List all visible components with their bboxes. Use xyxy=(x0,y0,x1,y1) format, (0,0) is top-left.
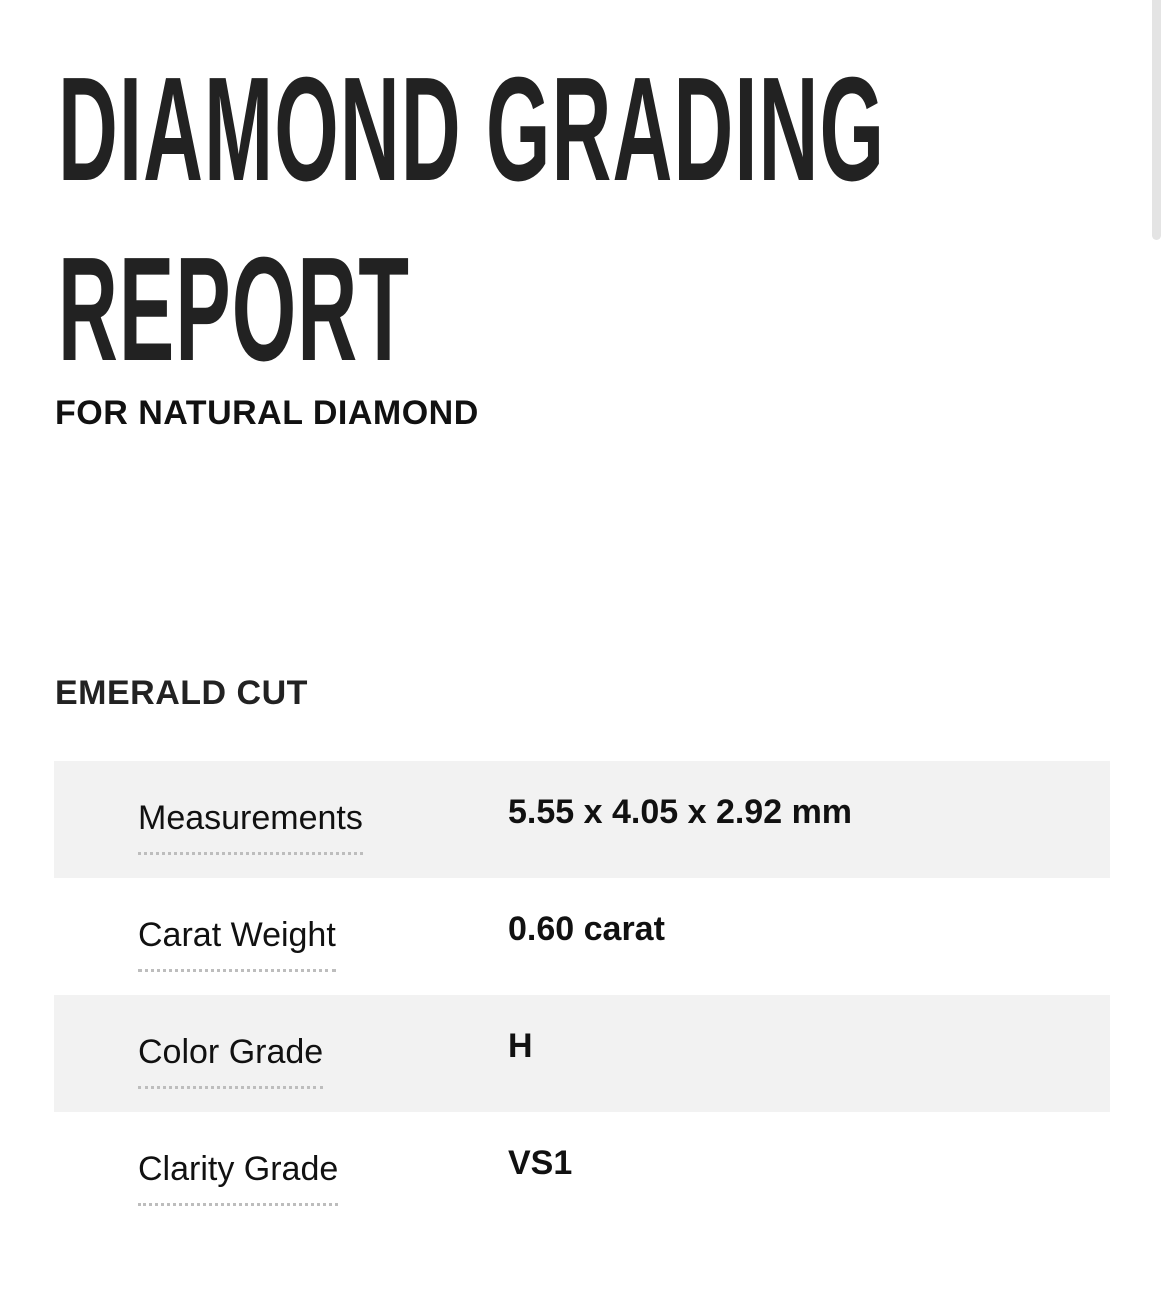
clarity-grade-label[interactable]: Clarity Grade xyxy=(138,1150,338,1206)
table-row xyxy=(54,878,1110,995)
carat-weight-value: 0.60 carat xyxy=(508,910,665,948)
grading-table xyxy=(54,761,1110,1229)
table-row xyxy=(54,995,1110,1112)
title-line-2: REPORT xyxy=(58,227,411,392)
clarity-grade-value: VS1 xyxy=(508,1144,573,1182)
table-row xyxy=(54,1112,1110,1229)
color-grade-value: H xyxy=(508,1027,533,1065)
measurements-label[interactable]: Measurements xyxy=(138,799,363,855)
page-title xyxy=(58,40,885,400)
subtitle: FOR NATURAL DIAMOND xyxy=(55,394,479,432)
title-line-1: DIAMOND GRADING xyxy=(58,47,886,212)
carat-weight-label[interactable]: Carat Weight xyxy=(138,916,336,972)
color-grade-label[interactable]: Color Grade xyxy=(138,1033,323,1089)
shape-heading: EMERALD CUT xyxy=(55,674,308,712)
table-row xyxy=(54,761,1110,878)
scrollbar[interactable] xyxy=(1152,0,1161,240)
measurements-value: 5.55 x 4.05 x 2.92 mm xyxy=(508,793,853,831)
